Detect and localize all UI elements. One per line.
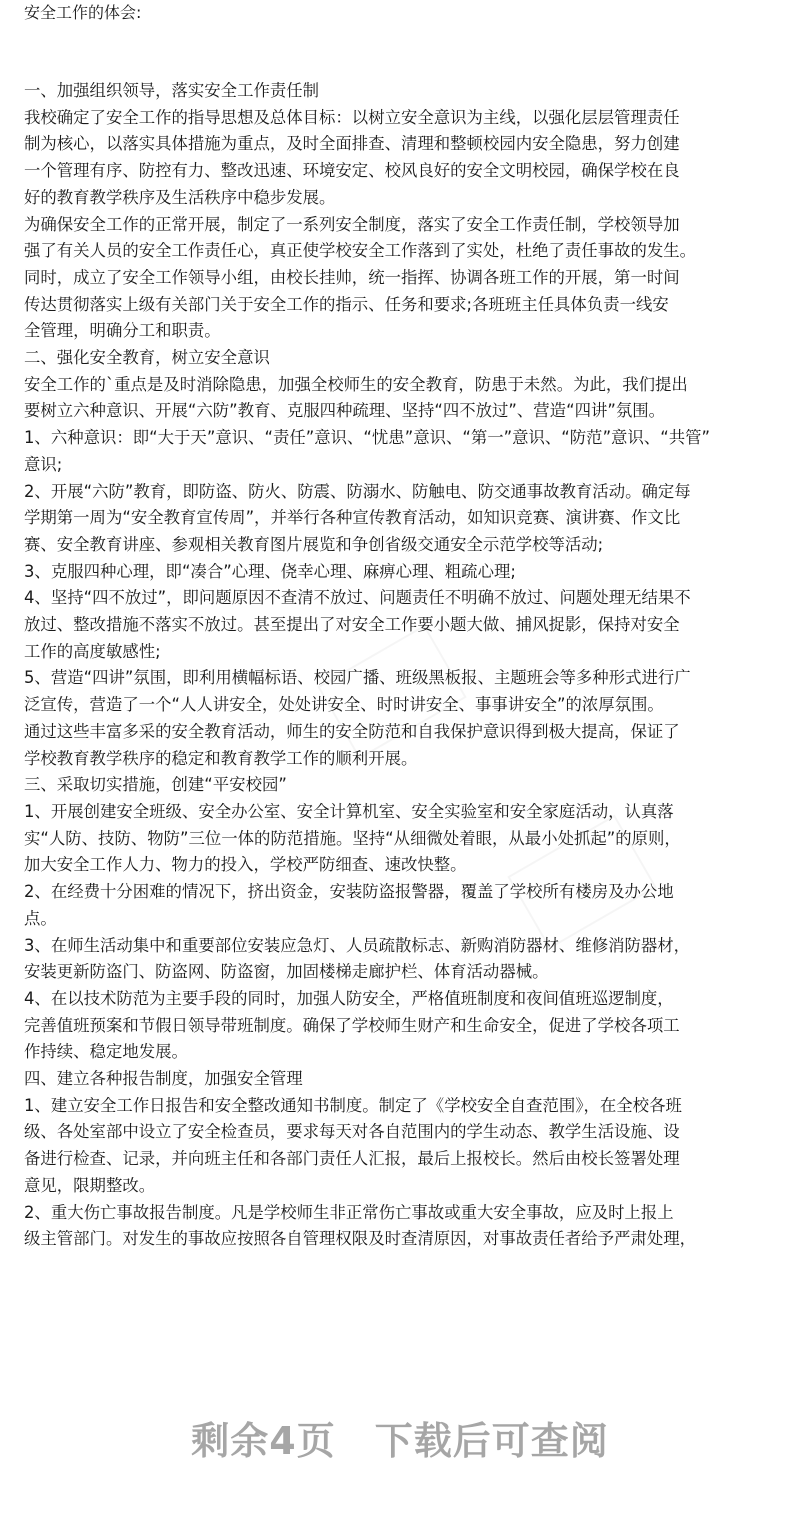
text-line: 为确保安全工作的正常开展，制定了一系列安全制度，落实了安全工作责任制，学校领导加 <box>24 214 680 234</box>
text-line: 我校确定了安全工作的指导思想及总体目标：以树立安全意识为主线，以强化层层管理责任 <box>24 107 680 127</box>
text-line: 一、加强组织领导，落实安全工作责任制 <box>24 81 320 100</box>
text-line: 1、开展创建安全班级、安全办公室、安全计算机室、安全实验室和安全家庭活动，认真落 <box>24 801 674 821</box>
text-line: 4、在以技术防范为主要手段的同时，加强人防安全，严格值班制度和夜间值班巡逻制度， <box>24 988 674 1008</box>
download-prompt[interactable] <box>0 1407 800 1467</box>
text-line: 2、开展“六防”教育，即防盗、防火、防震、防溺水、防触电、防交通事故教育活动。确定每 <box>24 481 691 501</box>
text-line: 意识; <box>24 454 63 474</box>
text-line: 学校教育教学秩序的稳定和教育教学工作的顺利开展。 <box>24 748 418 768</box>
text-line: 要树立六种意识、开展“六防”教育、克服四种疏理、坚持“四不放过”、营造“四讲”氛围。 <box>24 401 666 421</box>
text-line: 工作的高度敏感性; <box>24 641 161 661</box>
text-line: 通过这些丰富多采的安全教育活动，师生的安全防范和自我保护意识得到极大提高，保证了 <box>24 721 680 741</box>
text-line: 级主管部门。对发生的事故应按照各自管理权限及时查清原因，对事故责任者给予严肃处理， <box>24 1229 697 1249</box>
spacer <box>24 26 780 78</box>
remaining-pages-text[interactable]: 剩余4页 下载后可查阅 <box>191 1418 609 1463</box>
text-line: 3、克服四种心理，即“凑合”心理、侥幸心理、麻痹心理、粗疏心理; <box>24 561 516 581</box>
text-line: 二、强化安全教育，树立安全意识 <box>24 348 270 368</box>
text-line: 一个管理有序、防控有力、整改迅速、环境安定、校风良好的安全文明校园，确保学校在良 <box>24 161 680 181</box>
text-line: 3、在师生活动集中和重要部位安装应急灯、人员疏散标志、新购消防器材、维修消防器材， <box>24 935 691 955</box>
text-line: 备进行检查、记录，并向班主任和各部门责任人汇报，最后上报校长。然后由校长签署处理 <box>24 1149 680 1169</box>
text-line: 意见，限期整改。 <box>24 1175 156 1195</box>
text-line: 2、在经费十分困难的情况下，挤出资金，安装防盗报警器，覆盖了学校所有楼房及办公地 <box>24 882 674 902</box>
text-line: 级、各处室部中设立了安全检查员，要求每天对各自范围内的学生动态、教学生活设施、设 <box>24 1122 680 1142</box>
text-line: 点。 <box>24 908 57 928</box>
text-line: 2、重大伤亡事故报告制度。凡是学校师生非正常伤亡事故或重大安全事故，应及时上报上 <box>24 1202 674 1222</box>
text-line: 赛、安全教育讲座、参观相关教育图片展览和争创省级交通安全示范学校等活动; <box>24 534 604 554</box>
text-line: 4、坚持“四不放过”，即问题原因不查清不放过、问题责任不明确不放过、问题处理无结果不 <box>24 588 691 608</box>
text-line: 学期第一周为“安全教育宣传周”，并举行各种宣传教育活动，如知识竞赛、演讲赛、作文比 <box>24 508 681 528</box>
text-line: 1、建立安全工作日报告和安全整改通知书制度。制定了《学校安全自查范围》，在全校各班 <box>24 1095 682 1115</box>
text-line: 传达贯彻落实上级有关部门关于安全工作的指示、任务和要求;各班班主任具体负责一线安 <box>24 294 669 314</box>
document-body <box>24 0 780 1253</box>
text-line: 全管理，明确分工和职责。 <box>24 321 221 341</box>
text-line: 实“人防、技防、物防”三位一体的防范措施。坚持“从细微处着眼，从最小处抓起”的原则， <box>24 828 681 848</box>
text-line: 四、建立各种报告制度，加强安全管理 <box>24 1069 303 1089</box>
document-text <box>24 78 780 1253</box>
text-line: 1、六种意识：即“大于天”意识、“责任”意识、“忧患”意识、“第一”意识、“防范”意识、“共管” <box>24 428 710 448</box>
text-line: 三、采取切实措施，创建“平安校园” <box>24 775 287 795</box>
text-line: 放过、整改措施不落实不放过。甚至提出了对安全工作要小题大做、捕风捉影，保持对安全 <box>24 615 680 635</box>
text-line: 强了有关人员的安全工作责任心，真正使学校安全工作落到了实处，杜绝了责任事故的发生。 <box>24 241 697 261</box>
text-line: 泛宣传，营造了一个“人人讲安全，处处讲安全、时时讲安全、事事讲安全”的浓厚氛围。 <box>24 695 664 715</box>
text-line: 安全工作的`重点是及时消除隐患，加强全校师生的安全教育，防患于未然。为此，我们提出 <box>24 374 688 394</box>
document-title: 安全工作的体会: <box>24 3 142 22</box>
text-line: 安装更新防盗门、防盗网、防盗窗，加固楼梯走廊护栏、体育活动器械。 <box>24 962 549 982</box>
text-line: 好的教育教学秩序及生活秩序中稳步发展。 <box>24 187 336 207</box>
text-line: 制为核心，以落实具体措施为重点，及时全面排查、清理和整顿校园内安全隐患，努力创建 <box>24 134 680 154</box>
text-line: 5、营造“四讲”氛围，即利用横幅标语、校园广播、班级黑板报、主题班会等多种形式进行广 <box>24 668 691 688</box>
text-line: 完善值班预案和节假日领导带班制度。确保了学校师生财产和生命安全，促进了学校各项工 <box>24 1015 680 1035</box>
text-line: 作持续、稳定地发展。 <box>24 1042 188 1062</box>
text-line: 同时，成立了安全工作领导小组，由校长挂帅，统一指挥、协调各班工作的开展，第一时间 <box>24 267 680 287</box>
text-line: 加大安全工作人力、物力的投入，学校严防细查、速改快整。 <box>24 855 467 875</box>
